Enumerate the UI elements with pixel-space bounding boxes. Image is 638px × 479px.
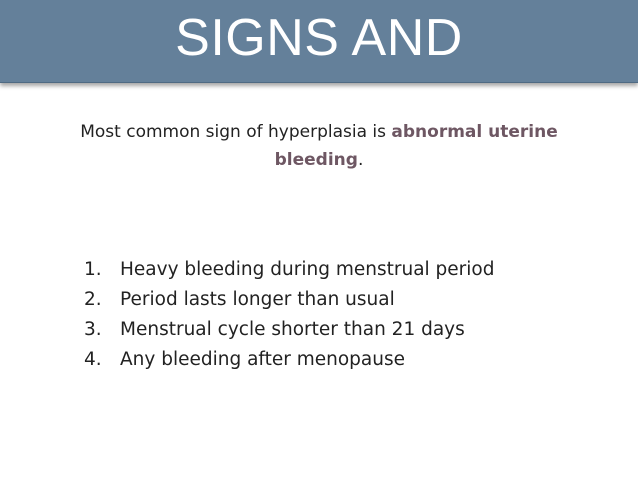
- intro-emphasis-line2: bleeding: [274, 150, 358, 170]
- intro-paragraph: [20, 118, 618, 174]
- intro-prefix: Most common sign of hyperplasia is: [80, 122, 392, 142]
- list-item-number: 4.: [84, 349, 102, 370]
- slide-title: SIGNS AND: [175, 9, 463, 67]
- intro-emphasis-line1: abnormal uterine: [391, 122, 558, 142]
- list-item-text: Menstrual cycle shorter than 21 days: [120, 319, 465, 340]
- list-item-text: Heavy bleeding during menstrual period: [120, 259, 495, 280]
- list-item: [84, 255, 495, 285]
- list-item-text: Period lasts longer than usual: [120, 289, 395, 310]
- list-item: [84, 315, 495, 345]
- list-item-text: Any bleeding after menopause: [120, 349, 406, 370]
- list-item-number: 1.: [84, 259, 102, 280]
- list-item-number: 2.: [84, 289, 102, 310]
- intro-suffix: .: [357, 150, 364, 170]
- list-item: [84, 345, 495, 375]
- title-bar: [0, 0, 638, 83]
- list-item: [84, 285, 495, 315]
- signs-list: [84, 255, 495, 375]
- list-item-number: 3.: [84, 319, 102, 340]
